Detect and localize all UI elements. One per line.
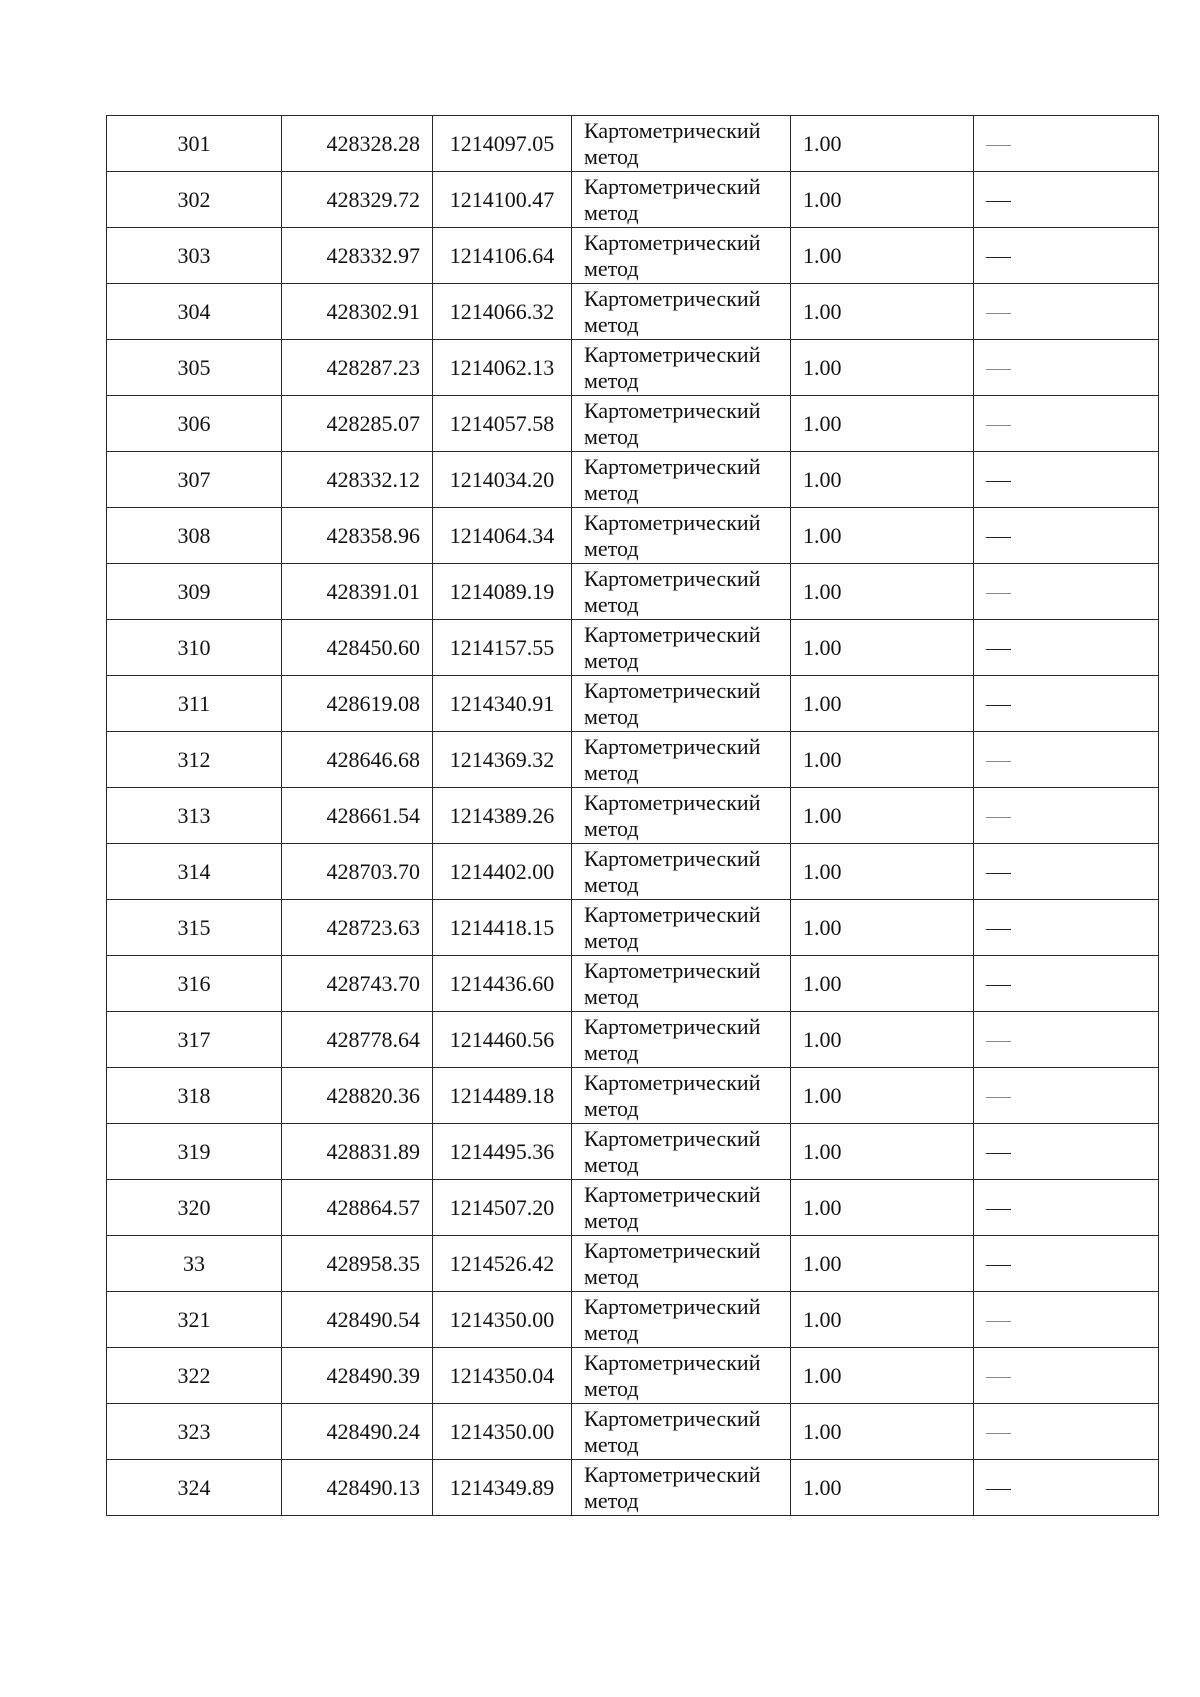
method-label-line1: Картометрический — [584, 285, 761, 311]
accuracy-cell: 1.00 — [791, 1348, 974, 1404]
table-row — [107, 396, 1159, 452]
dash-symbol — [986, 817, 1011, 818]
dash-symbol — [986, 257, 1011, 258]
point-number-cell: 314 — [107, 844, 282, 900]
y-coordinate-cell: 1214460.56 — [433, 1012, 572, 1068]
x-coordinate-cell: 428619.08 — [282, 676, 433, 732]
method-cell — [572, 1068, 791, 1124]
point-number-cell: 320 — [107, 1180, 282, 1236]
accuracy-cell: 1.00 — [791, 340, 974, 396]
table-row — [107, 452, 1159, 508]
table-row — [107, 228, 1159, 284]
dash-symbol — [986, 761, 1011, 762]
accuracy-cell: 1.00 — [791, 788, 974, 844]
point-number-cell: 308 — [107, 508, 282, 564]
point-number-cell: 311 — [107, 676, 282, 732]
description-cell — [974, 340, 1159, 396]
point-number-cell: 306 — [107, 396, 282, 452]
table-row — [107, 340, 1159, 396]
dash-symbol — [986, 201, 1011, 202]
accuracy-cell: 1.00 — [791, 452, 974, 508]
x-coordinate-cell: 428723.63 — [282, 900, 433, 956]
description-cell — [974, 284, 1159, 340]
dash-symbol — [986, 537, 1011, 538]
accuracy-cell: 1.00 — [791, 956, 974, 1012]
method-label-line1: Картометрический — [584, 1181, 761, 1207]
method-label-line1: Картометрический — [584, 1013, 761, 1039]
y-coordinate-cell: 1214369.32 — [433, 732, 572, 788]
table-row — [107, 956, 1159, 1012]
dash-symbol — [986, 873, 1011, 874]
point-number-cell: 309 — [107, 564, 282, 620]
method-label-line2: метод — [584, 759, 639, 785]
method-cell — [572, 1236, 791, 1292]
x-coordinate-cell: 428302.91 — [282, 284, 433, 340]
method-label-line1: Картометрический — [584, 733, 761, 759]
table-row — [107, 1012, 1159, 1068]
accuracy-cell: 1.00 — [791, 1236, 974, 1292]
method-label-line2: метод — [584, 1319, 639, 1345]
table-row — [107, 564, 1159, 620]
x-coordinate-cell: 428450.60 — [282, 620, 433, 676]
table-row — [107, 1460, 1159, 1516]
point-number-cell: 318 — [107, 1068, 282, 1124]
point-number-cell: 324 — [107, 1460, 282, 1516]
method-label-line1: Картометрический — [584, 677, 761, 703]
method-label-line2: метод — [584, 143, 639, 169]
point-number-cell: 319 — [107, 1124, 282, 1180]
point-number-cell: 301 — [107, 116, 282, 172]
accuracy-cell: 1.00 — [791, 508, 974, 564]
accuracy-cell: 1.00 — [791, 1068, 974, 1124]
method-label-line1: Картометрический — [584, 565, 761, 591]
y-coordinate-cell: 1214157.55 — [433, 620, 572, 676]
dash-symbol — [986, 369, 1011, 370]
accuracy-cell: 1.00 — [791, 1404, 974, 1460]
method-label-line1: Картометрический — [584, 957, 761, 983]
table-row — [107, 1236, 1159, 1292]
y-coordinate-cell: 1214034.20 — [433, 452, 572, 508]
accuracy-cell: 1.00 — [791, 1460, 974, 1516]
point-number-cell: 305 — [107, 340, 282, 396]
method-label-line1: Картометрический — [584, 845, 761, 871]
x-coordinate-cell: 428285.07 — [282, 396, 433, 452]
method-label-line1: Картометрический — [584, 509, 761, 535]
dash-symbol — [986, 1433, 1011, 1434]
description-cell — [974, 116, 1159, 172]
method-cell — [572, 1404, 791, 1460]
x-coordinate-cell: 428864.57 — [282, 1180, 433, 1236]
method-cell — [572, 1460, 791, 1516]
table-row — [107, 116, 1159, 172]
method-cell — [572, 1124, 791, 1180]
method-label-line1: Картометрический — [584, 1125, 761, 1151]
accuracy-cell: 1.00 — [791, 1012, 974, 1068]
y-coordinate-cell: 1214495.36 — [433, 1124, 572, 1180]
method-cell — [572, 284, 791, 340]
description-cell — [974, 1460, 1159, 1516]
accuracy-cell: 1.00 — [791, 1292, 974, 1348]
x-coordinate-cell: 428778.64 — [282, 1012, 433, 1068]
method-label-line2: метод — [584, 255, 639, 281]
method-label-line2: метод — [584, 871, 639, 897]
x-coordinate-cell: 428358.96 — [282, 508, 433, 564]
y-coordinate-cell: 1214402.00 — [433, 844, 572, 900]
dash-symbol — [986, 1209, 1011, 1210]
dash-symbol — [986, 1377, 1011, 1378]
method-label-line2: метод — [584, 1431, 639, 1457]
coordinates-table-body — [107, 116, 1159, 1516]
x-coordinate-cell: 428490.24 — [282, 1404, 433, 1460]
method-label-line1: Картометрический — [584, 397, 761, 423]
table-row — [107, 1404, 1159, 1460]
dash-symbol — [986, 1041, 1011, 1042]
method-cell — [572, 396, 791, 452]
method-label-line2: метод — [584, 423, 639, 449]
method-label-line2: метод — [584, 367, 639, 393]
method-cell — [572, 844, 791, 900]
method-label-line2: метод — [584, 1095, 639, 1121]
description-cell — [974, 228, 1159, 284]
method-cell — [572, 620, 791, 676]
table-row — [107, 1348, 1159, 1404]
method-label-line2: метод — [584, 311, 639, 337]
method-label-line1: Картометрический — [584, 1293, 761, 1319]
method-label-line2: метод — [584, 479, 639, 505]
method-cell — [572, 452, 791, 508]
dash-symbol — [986, 481, 1011, 482]
y-coordinate-cell: 1214057.58 — [433, 396, 572, 452]
dash-symbol — [986, 313, 1011, 314]
method-label-line1: Картометрический — [584, 789, 761, 815]
accuracy-cell: 1.00 — [791, 1180, 974, 1236]
description-cell — [974, 1124, 1159, 1180]
method-label-line2: метод — [584, 1375, 639, 1401]
dash-symbol — [986, 1489, 1011, 1490]
method-cell — [572, 228, 791, 284]
dash-symbol — [986, 1097, 1011, 1098]
method-label-line2: метод — [584, 591, 639, 617]
table-row — [107, 620, 1159, 676]
method-label-line2: метод — [584, 983, 639, 1009]
accuracy-cell: 1.00 — [791, 284, 974, 340]
x-coordinate-cell: 428391.01 — [282, 564, 433, 620]
y-coordinate-cell: 1214418.15 — [433, 900, 572, 956]
y-coordinate-cell: 1214350.00 — [433, 1292, 572, 1348]
method-label-line1: Картометрический — [584, 1069, 761, 1095]
description-cell — [974, 1348, 1159, 1404]
dash-symbol — [986, 145, 1011, 146]
y-coordinate-cell: 1214340.91 — [433, 676, 572, 732]
method-label-line2: метод — [584, 1207, 639, 1233]
table-row — [107, 1068, 1159, 1124]
y-coordinate-cell: 1214097.05 — [433, 116, 572, 172]
description-cell — [974, 1292, 1159, 1348]
table-row — [107, 1180, 1159, 1236]
method-cell — [572, 900, 791, 956]
accuracy-cell: 1.00 — [791, 564, 974, 620]
method-label-line1: Картометрический — [584, 229, 761, 255]
accuracy-cell: 1.00 — [791, 116, 974, 172]
x-coordinate-cell: 428743.70 — [282, 956, 433, 1012]
accuracy-cell: 1.00 — [791, 172, 974, 228]
y-coordinate-cell: 1214350.04 — [433, 1348, 572, 1404]
y-coordinate-cell: 1214089.19 — [433, 564, 572, 620]
method-label-line2: метод — [584, 815, 639, 841]
table-row — [107, 508, 1159, 564]
dash-symbol — [986, 705, 1011, 706]
method-label-line2: метод — [584, 1487, 639, 1513]
accuracy-cell: 1.00 — [791, 228, 974, 284]
coordinates-table — [106, 115, 1159, 1516]
method-label-line2: метод — [584, 1151, 639, 1177]
method-cell — [572, 1180, 791, 1236]
method-cell — [572, 1348, 791, 1404]
point-number-cell: 303 — [107, 228, 282, 284]
method-cell — [572, 564, 791, 620]
description-cell — [974, 1404, 1159, 1460]
accuracy-cell: 1.00 — [791, 620, 974, 676]
method-label-line2: метод — [584, 1263, 639, 1289]
dash-symbol — [986, 1265, 1011, 1266]
x-coordinate-cell: 428490.54 — [282, 1292, 433, 1348]
y-coordinate-cell: 1214064.34 — [433, 508, 572, 564]
x-coordinate-cell: 428329.72 — [282, 172, 433, 228]
accuracy-cell: 1.00 — [791, 676, 974, 732]
table-row — [107, 788, 1159, 844]
description-cell — [974, 956, 1159, 1012]
point-number-cell: 302 — [107, 172, 282, 228]
x-coordinate-cell: 428328.28 — [282, 116, 433, 172]
dash-symbol — [986, 1321, 1011, 1322]
point-number-cell: 33 — [107, 1236, 282, 1292]
y-coordinate-cell: 1214106.64 — [433, 228, 572, 284]
point-number-cell: 315 — [107, 900, 282, 956]
point-number-cell: 321 — [107, 1292, 282, 1348]
description-cell — [974, 1180, 1159, 1236]
method-label-line2: метод — [584, 647, 639, 673]
y-coordinate-cell: 1214526.42 — [433, 1236, 572, 1292]
x-coordinate-cell: 428958.35 — [282, 1236, 433, 1292]
x-coordinate-cell: 428831.89 — [282, 1124, 433, 1180]
description-cell — [974, 732, 1159, 788]
method-label-line1: Картометрический — [584, 1237, 761, 1263]
method-cell — [572, 956, 791, 1012]
x-coordinate-cell: 428820.36 — [282, 1068, 433, 1124]
point-number-cell: 313 — [107, 788, 282, 844]
method-label-line2: метод — [584, 703, 639, 729]
table-row — [107, 900, 1159, 956]
description-cell — [974, 172, 1159, 228]
method-label-line1: Картометрический — [584, 173, 761, 199]
point-number-cell: 312 — [107, 732, 282, 788]
table-row — [107, 172, 1159, 228]
x-coordinate-cell: 428490.39 — [282, 1348, 433, 1404]
method-cell — [572, 1012, 791, 1068]
x-coordinate-cell: 428490.13 — [282, 1460, 433, 1516]
point-number-cell: 322 — [107, 1348, 282, 1404]
x-coordinate-cell: 428332.97 — [282, 228, 433, 284]
table-row — [107, 1292, 1159, 1348]
y-coordinate-cell: 1214436.60 — [433, 956, 572, 1012]
description-cell — [974, 564, 1159, 620]
description-cell — [974, 452, 1159, 508]
method-label-line1: Картометрический — [584, 341, 761, 367]
description-cell — [974, 1012, 1159, 1068]
method-cell — [572, 732, 791, 788]
point-number-cell: 316 — [107, 956, 282, 1012]
y-coordinate-cell: 1214066.32 — [433, 284, 572, 340]
x-coordinate-cell: 428646.68 — [282, 732, 433, 788]
table-row — [107, 844, 1159, 900]
method-cell — [572, 340, 791, 396]
table-row — [107, 1124, 1159, 1180]
x-coordinate-cell: 428287.23 — [282, 340, 433, 396]
method-cell — [572, 676, 791, 732]
dash-symbol — [986, 593, 1011, 594]
accuracy-cell: 1.00 — [791, 732, 974, 788]
dash-symbol — [986, 425, 1011, 426]
description-cell — [974, 788, 1159, 844]
description-cell — [974, 844, 1159, 900]
table-row — [107, 284, 1159, 340]
method-cell — [572, 508, 791, 564]
description-cell — [974, 396, 1159, 452]
method-cell — [572, 172, 791, 228]
dash-symbol — [986, 649, 1011, 650]
y-coordinate-cell: 1214062.13 — [433, 340, 572, 396]
y-coordinate-cell: 1214489.18 — [433, 1068, 572, 1124]
method-label-line2: метод — [584, 535, 639, 561]
method-label-line1: Картометрический — [584, 1405, 761, 1431]
y-coordinate-cell: 1214350.00 — [433, 1404, 572, 1460]
x-coordinate-cell: 428703.70 — [282, 844, 433, 900]
method-label-line1: Картометрический — [584, 901, 761, 927]
dash-symbol — [986, 1153, 1011, 1154]
point-number-cell: 323 — [107, 1404, 282, 1460]
point-number-cell: 317 — [107, 1012, 282, 1068]
method-label-line2: метод — [584, 1039, 639, 1065]
x-coordinate-cell: 428661.54 — [282, 788, 433, 844]
x-coordinate-cell: 428332.12 — [282, 452, 433, 508]
description-cell — [974, 1068, 1159, 1124]
description-cell — [974, 676, 1159, 732]
point-number-cell: 310 — [107, 620, 282, 676]
description-cell — [974, 620, 1159, 676]
method-label-line1: Картометрический — [584, 117, 761, 143]
accuracy-cell: 1.00 — [791, 900, 974, 956]
method-label-line1: Картометрический — [584, 1349, 761, 1375]
y-coordinate-cell: 1214507.20 — [433, 1180, 572, 1236]
table-row — [107, 676, 1159, 732]
point-number-cell: 304 — [107, 284, 282, 340]
method-cell — [572, 788, 791, 844]
method-label-line1: Картометрический — [584, 453, 761, 479]
method-label-line1: Картометрический — [584, 621, 761, 647]
accuracy-cell: 1.00 — [791, 1124, 974, 1180]
description-cell — [974, 508, 1159, 564]
accuracy-cell: 1.00 — [791, 844, 974, 900]
method-cell — [572, 1292, 791, 1348]
method-label-line1: Картометрический — [584, 1461, 761, 1487]
y-coordinate-cell: 1214349.89 — [433, 1460, 572, 1516]
method-cell — [572, 116, 791, 172]
description-cell — [974, 1236, 1159, 1292]
y-coordinate-cell: 1214389.26 — [433, 788, 572, 844]
point-number-cell: 307 — [107, 452, 282, 508]
accuracy-cell: 1.00 — [791, 396, 974, 452]
method-label-line2: метод — [584, 927, 639, 953]
dash-symbol — [986, 929, 1011, 930]
description-cell — [974, 900, 1159, 956]
dash-symbol — [986, 985, 1011, 986]
table-row — [107, 732, 1159, 788]
y-coordinate-cell: 1214100.47 — [433, 172, 572, 228]
method-label-line2: метод — [584, 199, 639, 225]
